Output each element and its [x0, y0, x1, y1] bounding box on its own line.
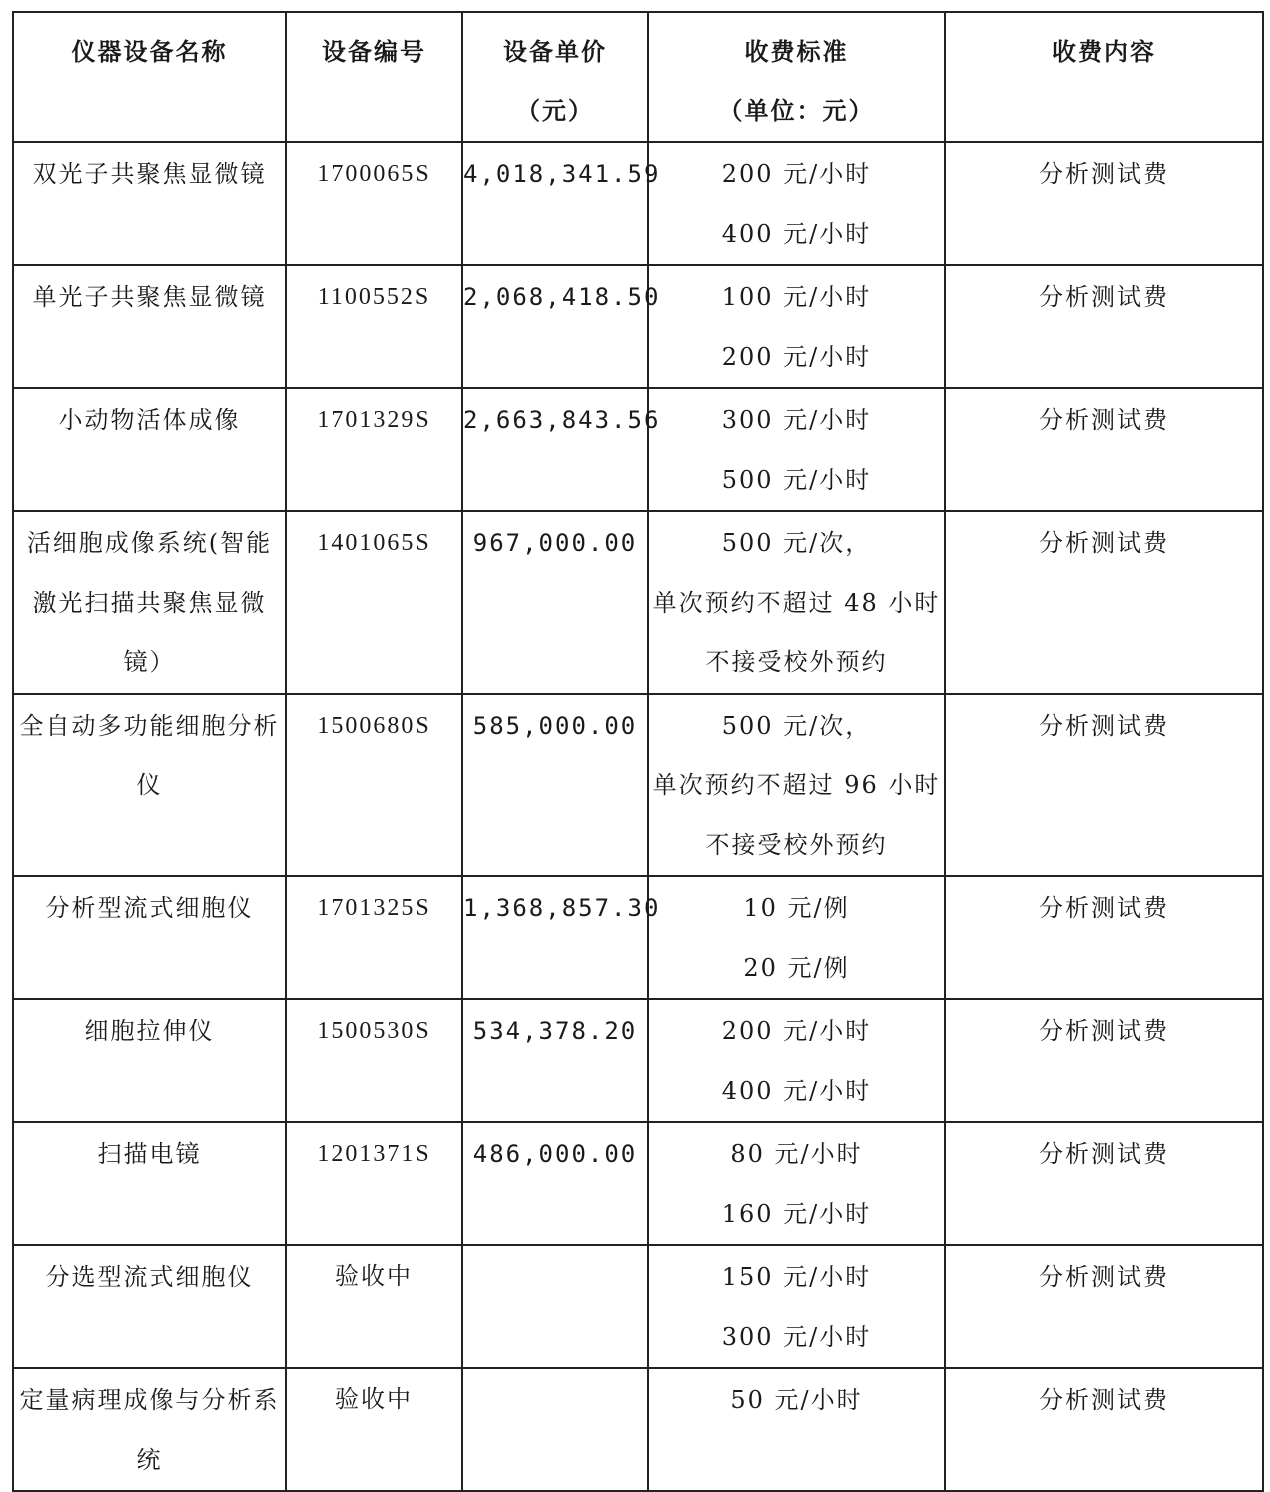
- equipment-name-line: 激光扫描共聚焦显微: [32, 588, 267, 617]
- cell-fee-content: [945, 999, 1263, 1122]
- equipment-name-line: 统: [136, 1445, 163, 1474]
- equipment-code: 1701329S: [317, 407, 431, 433]
- header-content: [945, 12, 1263, 142]
- table-row: [13, 999, 1263, 1122]
- cell-fee-content: [945, 876, 1263, 999]
- cell-equipment-code: [286, 388, 462, 511]
- fee-standard-line: 200 元/小时: [721, 1017, 872, 1045]
- table-row: [13, 1245, 1263, 1368]
- cell-fee-standard: [648, 1245, 945, 1368]
- table-row: [13, 142, 1263, 265]
- fee-standard-line: 10 元/例: [743, 894, 850, 922]
- cell-fee-standard: [648, 999, 945, 1122]
- header-row: [13, 12, 1263, 142]
- fee-content: 分析测试费: [1039, 160, 1169, 188]
- equipment-name-line: 全自动多功能细胞分析: [19, 711, 280, 740]
- fee-standard-line: 300 元/小时: [721, 406, 872, 434]
- equipment-name-line: 分析型流式细胞仪: [45, 894, 254, 922]
- cell-unit-price: [462, 265, 661, 388]
- cell-equipment-name: [13, 876, 286, 999]
- unit-price: 1,368,857.30: [463, 894, 661, 922]
- cell-fee-content: [945, 1245, 1263, 1368]
- cell-fee-standard: [648, 694, 945, 877]
- equipment-name-line: 仪: [136, 771, 163, 799]
- header-price-label: 设备单价: [503, 37, 607, 66]
- cell-unit-price: [462, 1245, 648, 1368]
- fee-standard-line: 200 元/小时: [721, 160, 872, 188]
- cell-equipment-code: [286, 1122, 462, 1245]
- cell-equipment-name: [13, 1368, 286, 1491]
- cell-fee-standard: [648, 265, 945, 388]
- fee-content: 分析测试费: [1039, 1386, 1169, 1414]
- equipment-code: 1401065S: [317, 530, 431, 556]
- equipment-code: 验收中: [335, 1264, 413, 1290]
- equipment-name-line: 小动物活体成像: [58, 406, 241, 434]
- fee-content: 分析测试费: [1039, 711, 1169, 740]
- header-name-label: 仪器设备名称: [71, 37, 228, 66]
- cell-fee-standard: [648, 511, 945, 694]
- cell-unit-price: [462, 876, 661, 999]
- table-row: [13, 694, 1263, 877]
- cell-fee-standard: [648, 142, 945, 265]
- cell-fee-content: [945, 142, 1263, 265]
- cell-unit-price: [462, 388, 661, 511]
- unit-price: 486,000.00: [472, 1140, 638, 1168]
- cell-equipment-name: [13, 511, 286, 694]
- cell-unit-price: [462, 1122, 648, 1245]
- cell-fee-standard: [648, 876, 945, 999]
- fee-standard-line: 500 元/次，: [721, 529, 872, 557]
- header-code-label: 设备编号: [322, 37, 426, 66]
- cell-equipment-code: [286, 1245, 462, 1368]
- cell-unit-price: [462, 999, 648, 1122]
- unit-price: 4,018,341.59: [463, 160, 661, 188]
- cell-equipment-code: [286, 999, 462, 1122]
- fee-standard-line: 160 元/小时: [721, 1199, 872, 1228]
- cell-fee-content: [945, 511, 1263, 694]
- equipment-code: 1701325S: [317, 895, 431, 921]
- equipment-name-line: 单光子共聚焦显微镜: [32, 283, 267, 311]
- equipment-code: 1500680S: [317, 712, 431, 739]
- fee-standard-line: 300 元/小时: [721, 1322, 872, 1351]
- cell-unit-price: [462, 1368, 648, 1491]
- header-code: [286, 12, 462, 142]
- cell-fee-content: [945, 388, 1263, 511]
- fee-content: 分析测试费: [1039, 283, 1169, 311]
- fee-standard-line: 400 元/小时: [721, 219, 872, 248]
- equipment-name-line: 镜）: [123, 648, 176, 676]
- cell-fee-standard: [648, 1368, 945, 1491]
- fee-standard-line: 单次预约不超过 96 小时: [652, 771, 941, 799]
- fee-content: 分析测试费: [1039, 1263, 1169, 1291]
- fee-table: [12, 11, 1264, 1492]
- unit-price: 534,378.20: [472, 1017, 638, 1045]
- table-body: [13, 142, 1263, 1491]
- cell-fee-standard: [648, 388, 945, 511]
- equipment-name-line: 扫描电镜: [97, 1140, 202, 1168]
- cell-equipment-code: [286, 694, 462, 877]
- header-standard-unit: （单位：元）: [718, 96, 875, 125]
- equipment-name-line: 分选型流式细胞仪: [45, 1263, 254, 1291]
- cell-equipment-name: [13, 265, 286, 388]
- unit-price: 967,000.00: [472, 529, 638, 557]
- fee-standard-line: 500 元/次，: [721, 711, 872, 740]
- unit-price: 2,068,418.50: [463, 283, 661, 311]
- header-price-unit: （元）: [516, 96, 594, 125]
- equipment-code: 验收中: [335, 1387, 413, 1413]
- equipment-code: 1500530S: [317, 1018, 431, 1044]
- cell-equipment-code: [286, 876, 462, 999]
- table-row: [13, 1122, 1263, 1245]
- fee-content: 分析测试费: [1039, 406, 1169, 434]
- cell-fee-content: [945, 694, 1263, 877]
- fee-standard-line: 150 元/小时: [721, 1263, 872, 1291]
- cell-equipment-name: [13, 694, 286, 877]
- fee-content: 分析测试费: [1039, 894, 1169, 922]
- cell-unit-price: [462, 142, 661, 265]
- fee-content: 分析测试费: [1039, 1017, 1169, 1045]
- unit-price: 585,000.00: [472, 711, 638, 740]
- cell-equipment-code: [286, 1368, 462, 1491]
- fee-standard-line: 20 元/例: [743, 953, 850, 982]
- cell-fee-content: [945, 1122, 1263, 1245]
- table-row: [13, 511, 1263, 694]
- fee-standard-line: 50 元/小时: [730, 1386, 863, 1414]
- table-row: [13, 876, 1263, 999]
- header-standard: [648, 12, 945, 142]
- cell-equipment-name: [13, 999, 286, 1122]
- header-price: [462, 12, 648, 142]
- unit-price: 2,663,843.56: [463, 406, 661, 434]
- cell-equipment-code: [286, 511, 462, 694]
- equipment-name-line: 细胞拉伸仪: [84, 1017, 215, 1045]
- fee-standard-line: 100 元/小时: [721, 283, 872, 311]
- table-row: [13, 1368, 1263, 1491]
- header-name: [13, 12, 286, 142]
- cell-equipment-name: [13, 388, 286, 511]
- cell-equipment-name: [13, 1122, 286, 1245]
- cell-unit-price: [462, 694, 648, 877]
- cell-equipment-name: [13, 142, 286, 265]
- equipment-name-line: 活细胞成像系统(智能: [26, 529, 273, 557]
- fee-content: 分析测试费: [1039, 1140, 1169, 1168]
- table-row: [13, 265, 1263, 388]
- equipment-code: 1201371S: [317, 1141, 431, 1167]
- equipment-name-line: 定量病理成像与分析系: [19, 1386, 280, 1414]
- cell-fee-standard: [648, 1122, 945, 1245]
- fee-standard-line: 200 元/小时: [721, 342, 872, 371]
- fee-standard-line: 不接受校外预约: [705, 830, 888, 859]
- cell-equipment-name: [13, 1245, 286, 1368]
- fee-standard-line: 不接受校外预约: [705, 648, 888, 676]
- equipment-name-line: 双光子共聚焦显微镜: [32, 160, 267, 188]
- equipment-code: 1100552S: [317, 284, 431, 310]
- cell-equipment-code: [286, 142, 462, 265]
- header-content-label: 收费内容: [1052, 37, 1156, 66]
- table-row: [13, 388, 1263, 511]
- fee-standard-line: 80 元/小时: [730, 1140, 863, 1168]
- cell-fee-content: [945, 1368, 1263, 1491]
- fee-standard-line: 500 元/小时: [721, 465, 872, 494]
- cell-fee-content: [945, 265, 1263, 388]
- fee-standard-line: 400 元/小时: [721, 1076, 872, 1105]
- cell-equipment-code: [286, 265, 462, 388]
- header-standard-label: 收费标准: [744, 37, 849, 66]
- fee-content: 分析测试费: [1039, 529, 1169, 557]
- equipment-code: 1700065S: [317, 161, 431, 187]
- cell-unit-price: [462, 511, 648, 694]
- fee-standard-line: 单次预约不超过 48 小时: [652, 588, 941, 617]
